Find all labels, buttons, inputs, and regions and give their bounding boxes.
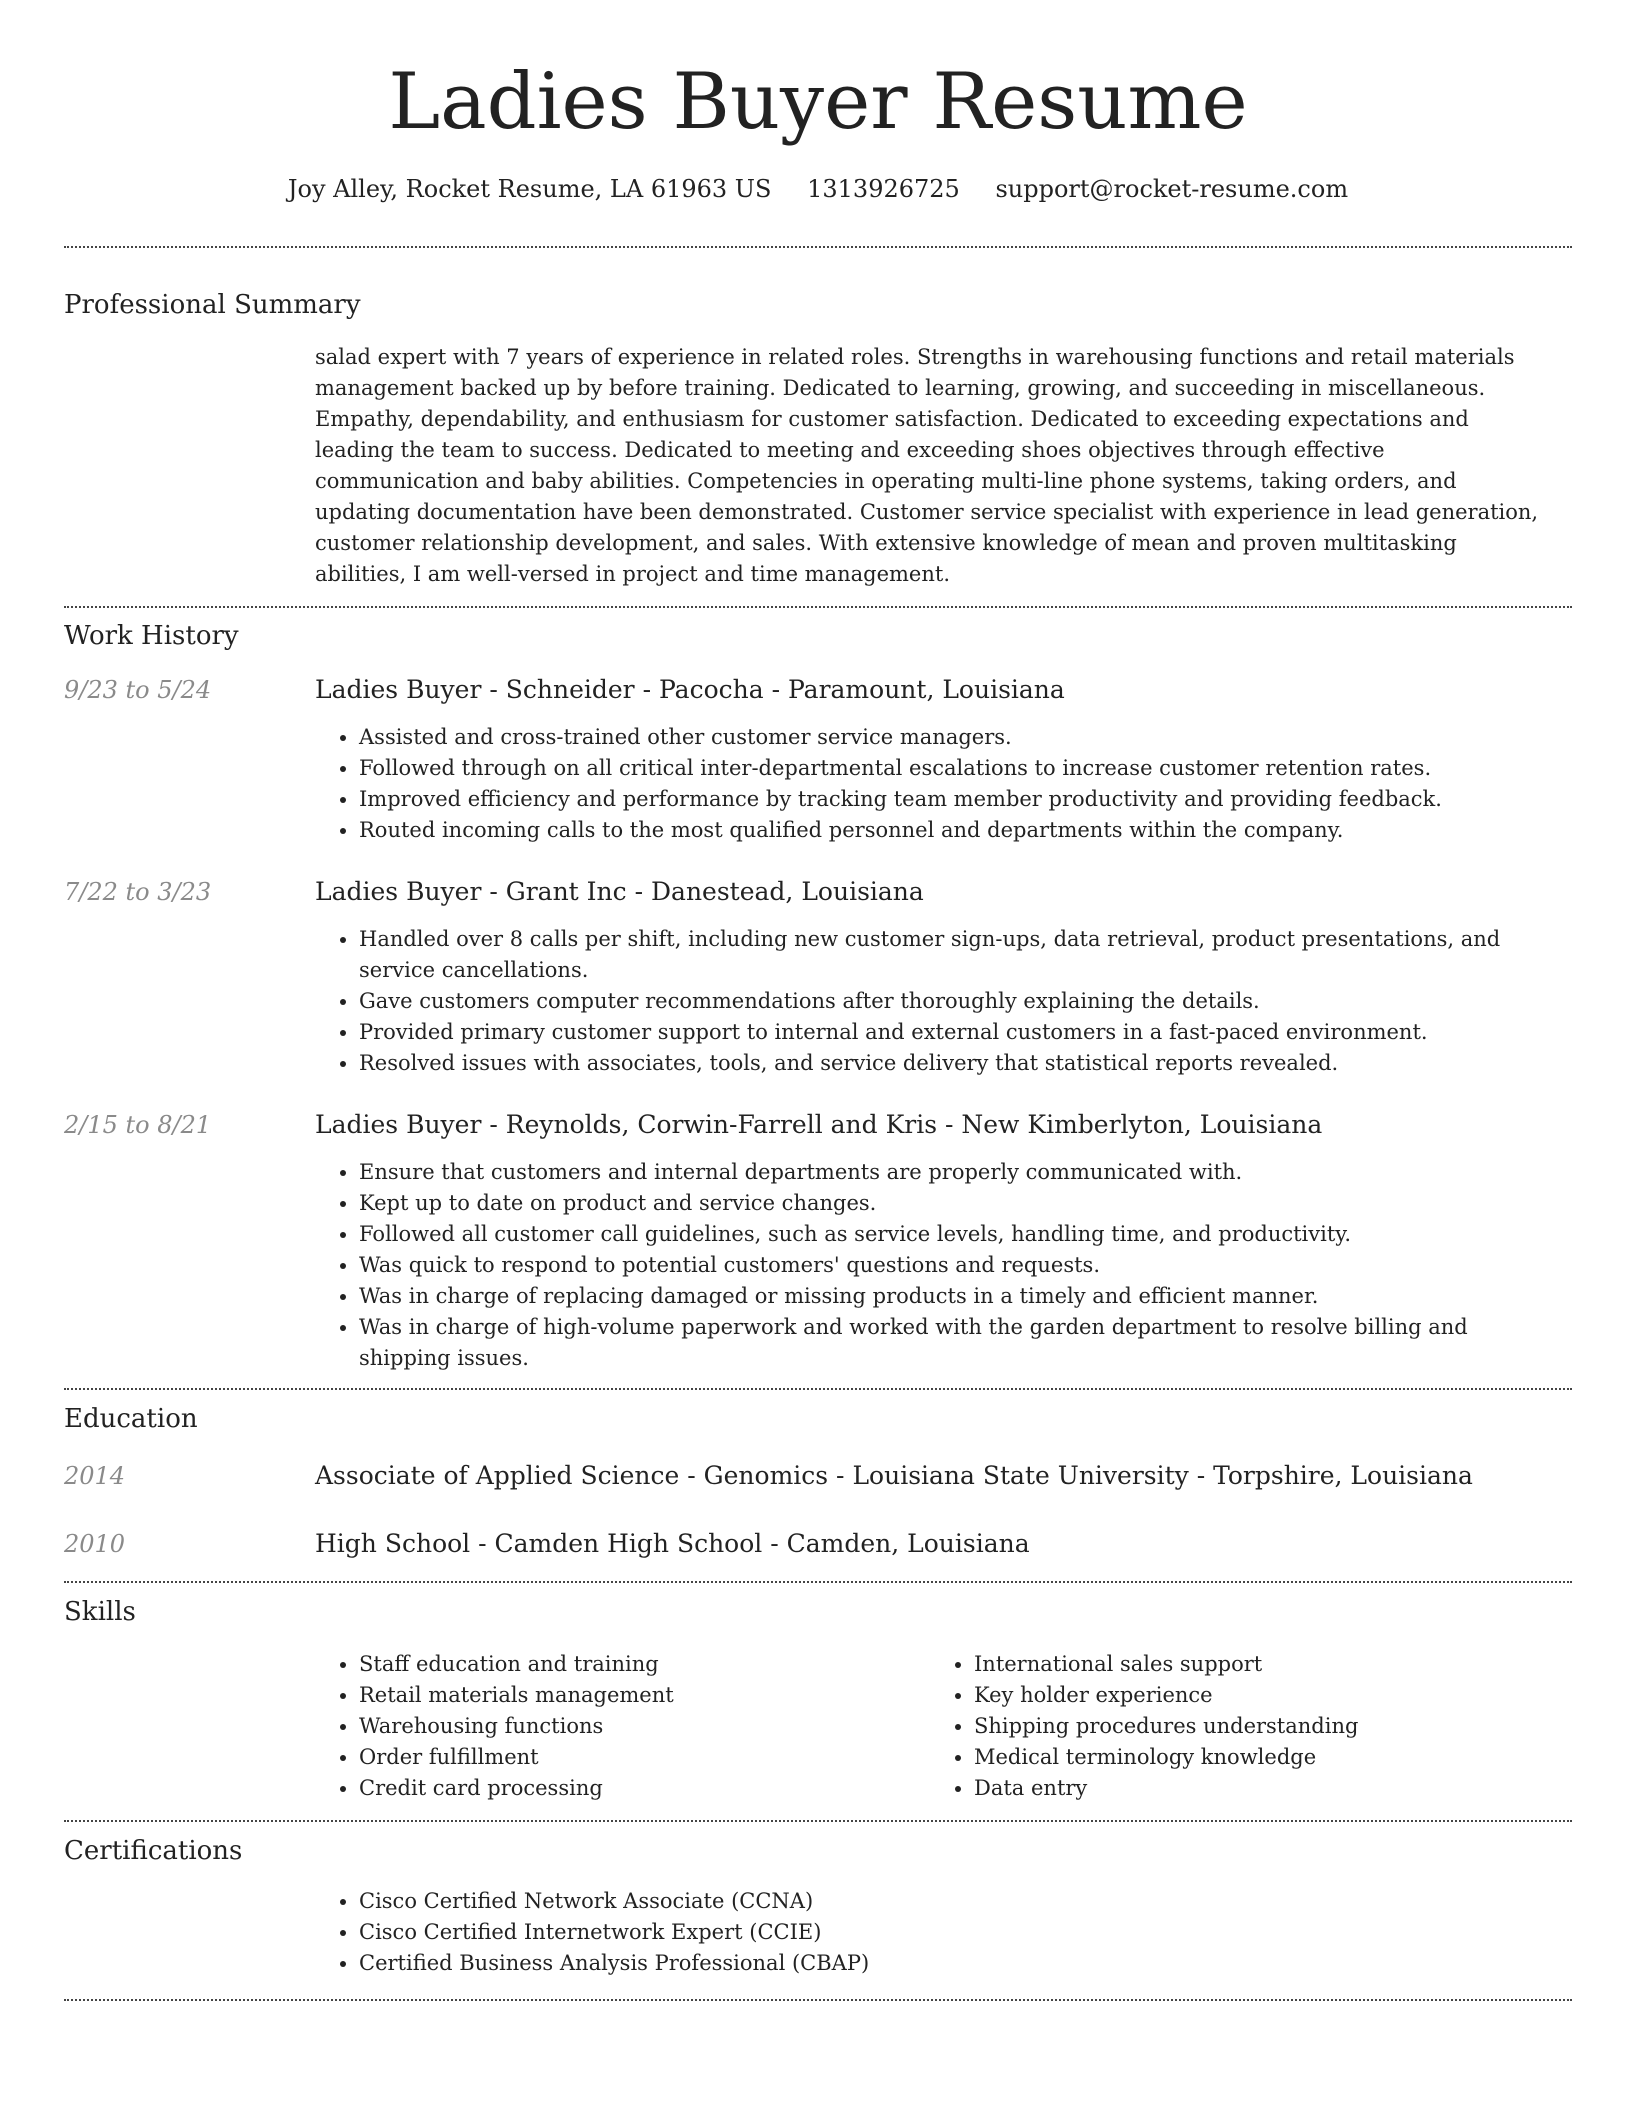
- list-item: • Warehousing functions: [359, 1711, 930, 1742]
- skills-grid: [315, 1649, 1545, 1804]
- list-item: • Cisco Certified Internetwork Expert (CCIE): [359, 1917, 1545, 1948]
- list-item: • Handled over 8 calls per shift, including new customer sign-ups, data retrieval, product presentations, and service cancellations.: [359, 924, 1545, 986]
- section-title-certifications: Certifications: [64, 1836, 243, 1866]
- education-text: Associate of Applied Science - Genomics - Louisiana State University - Torpshire, Louisiana: [315, 1461, 1473, 1490]
- divider: [64, 1581, 1572, 1583]
- job-bullets: [315, 1157, 1545, 1374]
- summary-block: [315, 342, 1545, 590]
- list-item: • Provided primary customer support to internal and external customers in a fast-paced environment.: [359, 1017, 1545, 1048]
- job-bullets: [315, 722, 1545, 846]
- list-item: • Kept up to date on product and service changes.: [359, 1188, 1545, 1219]
- section-title-summary: Professional Summary: [64, 290, 361, 320]
- job-title: Ladies Buyer - Reynolds, Corwin-Farrell and Kris - New Kimberlyton, Louisiana: [315, 1110, 1323, 1139]
- education-entry: [64, 1528, 1572, 1560]
- divider: [64, 246, 1572, 248]
- job-title: Ladies Buyer - Grant Inc - Danestead, Louisiana: [315, 877, 924, 906]
- list-item: • Certified Business Analysis Professional (CBAP): [359, 1948, 1545, 1979]
- list-item: • Shipping procedures understanding: [974, 1711, 1545, 1742]
- job-entry: [64, 1109, 1572, 1374]
- education-text: High School - Camden High School - Camden, Louisiana: [315, 1529, 1030, 1558]
- list-item: • Gave customers computer recommendations after thoroughly explaining the details.: [359, 986, 1545, 1017]
- list-item: • Key holder experience: [974, 1680, 1545, 1711]
- list-item: • Resolved issues with associates, tools, and service delivery that statistical reports revealed.: [359, 1048, 1545, 1079]
- list-item: • Ensure that customers and internal departments are properly communicated with.: [359, 1157, 1545, 1188]
- list-item: • Staff education and training: [359, 1649, 930, 1680]
- job-entry: [64, 674, 1572, 846]
- section-title-education: Education: [64, 1404, 198, 1434]
- divider: [64, 1820, 1572, 1822]
- summary-text: salad expert with 7 years of experience in related roles. Strengths in warehousing functions and retail materials management backed up by before training. Dedicated to learning, growing, and succeeding in miscellaneous. Empathy, dependability, and enthusiasm for customer satisfaction. Dedicated to exceeding expectations and leading the team to success. Dedicated to meeting and exceeding shoes objectives through effective communication and baby abilities. Competencies in operating multi-line phone systems, taking orders, and updating documentation have been demonstrated. Customer service specialist with experience in lead generation, customer relationship development, and sales. With extensive knowledge of mean and proven multitasking abilities, I am well-versed in project and time management.: [315, 345, 1539, 586]
- list-item: • Cisco Certified Network Associate (CCNA): [359, 1886, 1545, 1917]
- divider: [64, 1388, 1572, 1390]
- list-item: • Improved efficiency and performance by tracking team member productivity and providing feedback.: [359, 784, 1545, 815]
- job-title: Ladies Buyer - Schneider - Pacocha - Paramount, Louisiana: [315, 675, 1065, 704]
- divider: [64, 606, 1572, 608]
- divider: [64, 1999, 1572, 2001]
- contact-phone: 1313926725: [807, 175, 960, 203]
- section-title-skills: Skills: [64, 1597, 136, 1627]
- job-dates: 7/22 to 3/23: [64, 878, 212, 906]
- list-item: • Retail materials management: [359, 1680, 930, 1711]
- list-item: • Data entry: [974, 1773, 1545, 1804]
- job-dates: 9/23 to 5/24: [64, 676, 212, 704]
- list-item: • Credit card processing: [359, 1773, 930, 1804]
- list-item: • Followed all customer call guidelines, such as service levels, handling time, and productivity.: [359, 1219, 1545, 1250]
- certifications-block: [315, 1886, 1545, 1979]
- contact-line: [64, 172, 1572, 206]
- certifications-list: [315, 1886, 1545, 1979]
- list-item: • Routed incoming calls to the most qualified personnel and departments within the company.: [359, 815, 1545, 846]
- list-item: • Was in charge of high-volume paperwork and worked with the garden department to resolve billing and shipping issues.: [359, 1312, 1545, 1374]
- list-item: • International sales support: [974, 1649, 1545, 1680]
- list-item: • Order fulfillment: [359, 1742, 930, 1773]
- contact-email: support@rocket-resume.com: [995, 175, 1349, 203]
- resume-page: [64, 0, 1572, 2001]
- education-year: 2014: [64, 1462, 126, 1490]
- job-entry: [64, 876, 1572, 1079]
- page-title: Ladies Buyer Resume: [388, 57, 1248, 147]
- list-item: • Followed through on all critical inter-departmental escalations to increase customer retention rates.: [359, 753, 1545, 784]
- section-title-work-history: Work History: [64, 621, 239, 651]
- job-bullets: [315, 924, 1545, 1079]
- job-dates: 2/15 to 8/21: [64, 1111, 212, 1139]
- skills-list-left: [315, 1649, 930, 1804]
- list-item: • Medical terminology knowledge: [974, 1742, 1545, 1773]
- education-year: 2010: [64, 1530, 126, 1558]
- education-entry: [64, 1460, 1572, 1492]
- contact-address: Joy Alley, Rocket Resume, LA 61963 US: [287, 175, 772, 203]
- skills-list-right: [930, 1649, 1545, 1804]
- list-item: • Assisted and cross-trained other customer service managers.: [359, 722, 1545, 753]
- list-item: • Was in charge of replacing damaged or missing products in a timely and efficient manner.: [359, 1281, 1545, 1312]
- list-item: • Was quick to respond to potential customers' questions and requests.: [359, 1250, 1545, 1281]
